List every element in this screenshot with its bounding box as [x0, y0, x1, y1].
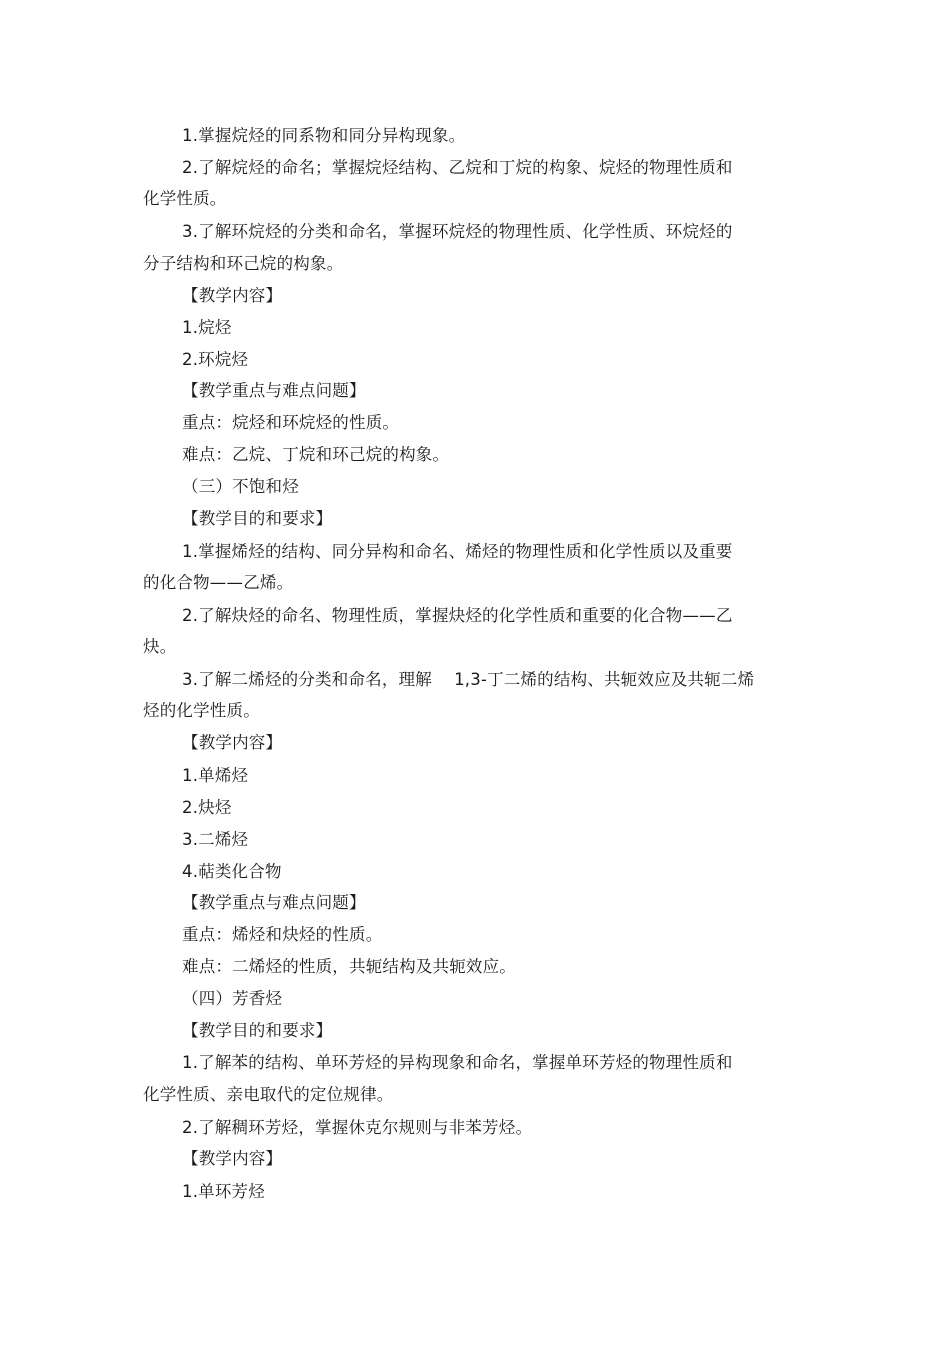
- section-heading: 【教学内容】: [182, 733, 283, 752]
- text-line: 1.了解苯的结构、单环芳烃的异构现象和命名，掌握单环芳烃的物理性质和: [182, 1053, 733, 1072]
- text-line: 1.掌握烷烃的同系物和同分异构现象。: [182, 126, 466, 145]
- text-line: 3.了解环烷烃的分类和命名，掌握环烷烃的物理性质、化学性质、环烷烃的: [182, 222, 733, 241]
- text-line: 重点：烷烃和环烷烃的性质。: [182, 413, 400, 432]
- text-line: 的化合物——乙烯。: [143, 573, 294, 592]
- text-line: 3.二烯烃: [182, 830, 249, 849]
- text-line: 难点：二烯烃的性质，共轭结构及共轭效应。: [182, 957, 516, 976]
- text-line: 1.掌握烯烃的结构、同分异构和命名、烯烃的物理性质和化学性质以及重要: [182, 542, 733, 561]
- text-line: 2.了解烷烃的命名；掌握烷烃结构、乙烷和丁烷的构象、烷烃的物理性质和: [182, 158, 733, 177]
- text-line: 烃的化学性质。: [143, 701, 260, 720]
- section-heading: 【教学内容】: [182, 1149, 283, 1168]
- chapter-heading: （三）不饱和烃: [182, 477, 299, 496]
- text-line: 1.单烯烃: [182, 766, 249, 785]
- text-line: 2.环烷烃: [182, 350, 249, 369]
- text-line: 化学性质。: [143, 189, 227, 208]
- section-heading: 【教学目的和要求】: [182, 509, 333, 528]
- text-line: 炔。: [143, 637, 177, 656]
- text-line: 4.萜类化合物: [182, 862, 282, 881]
- text-line: 1.烷烃: [182, 318, 232, 337]
- chapter-heading: （四）芳香烃: [182, 989, 283, 1008]
- section-heading: 【教学目的和要求】: [182, 1021, 333, 1040]
- text-line: 难点：乙烷、丁烷和环己烷的构象。: [182, 445, 450, 464]
- text-line: 3.了解二烯烃的分类和命名，理解 1,3-丁二烯的结构、共轭效应及共轭二烯: [182, 670, 755, 689]
- section-heading: 【教学内容】: [182, 286, 283, 305]
- text-line: 2.炔烃: [182, 798, 232, 817]
- section-heading: 【教学重点与难点问题】: [182, 381, 366, 400]
- text-line: 2.了解稠环芳烃，掌握休克尔规则与非苯芳烃。: [182, 1118, 533, 1137]
- text-line: 2.了解炔烃的命名、物理性质，掌握炔烃的化学性质和重要的化合物——乙: [182, 606, 733, 625]
- text-line: 分子结构和环己烷的构象。: [143, 254, 344, 273]
- text-line: 1.单环芳烃: [182, 1182, 265, 1201]
- text-line: 化学性质、亲电取代的定位规律。: [143, 1085, 394, 1104]
- text-line: 重点：烯烃和炔烃的性质。: [182, 925, 383, 944]
- section-heading: 【教学重点与难点问题】: [182, 893, 366, 912]
